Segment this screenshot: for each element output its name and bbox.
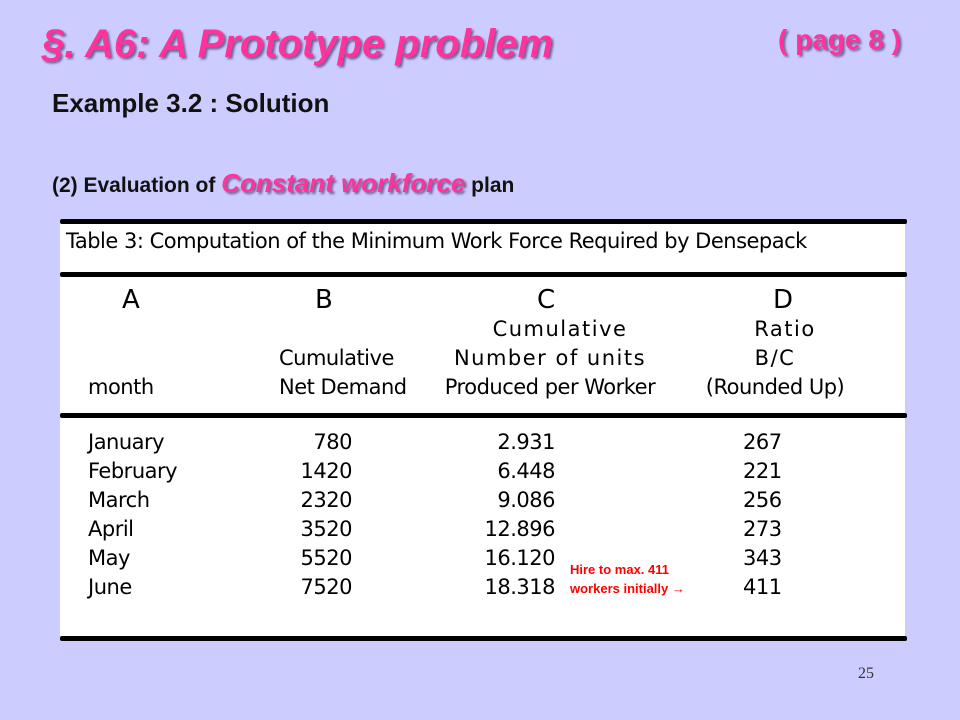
month-cell: May bbox=[88, 546, 130, 570]
slide-title: §. A6: A Prototype problem bbox=[42, 22, 554, 66]
month-cell: February bbox=[88, 459, 178, 483]
table-caption: Table 3: Computation of the Minimum Work Force Required by Densepack bbox=[66, 229, 807, 253]
evaluation-heading bbox=[52, 168, 514, 199]
column-letter-c: C bbox=[537, 285, 555, 315]
arrow-right-icon: → bbox=[671, 581, 685, 596]
units-cell: 6.448 bbox=[497, 459, 555, 483]
table-rule-caption bbox=[60, 272, 907, 277]
units-cell: 16.120 bbox=[484, 546, 555, 570]
demand-cell: 5520 bbox=[300, 546, 352, 570]
demand-cell: 2320 bbox=[300, 488, 352, 512]
header-b-line2: Net Demand bbox=[279, 375, 407, 399]
ratio-cell: 411 bbox=[743, 575, 782, 599]
column-letter-d: D bbox=[773, 285, 793, 315]
example-subtitle: Example 3.2 : Solution bbox=[52, 88, 330, 118]
demand-cell: 7520 bbox=[300, 575, 352, 599]
hire-annotation-line2 bbox=[570, 579, 685, 598]
demand-cell: 780 bbox=[313, 430, 352, 454]
month-cell: April bbox=[88, 517, 134, 541]
slide-number: 25 bbox=[858, 665, 874, 682]
month-cell: January bbox=[88, 430, 165, 454]
demand-cell: 1420 bbox=[300, 459, 352, 483]
hire-annotation-line1: Hire to max. 411 bbox=[570, 562, 669, 577]
column-letter-b: B bbox=[315, 285, 333, 315]
header-c-line3: Produced per Worker bbox=[444, 375, 656, 399]
ratio-cell: 267 bbox=[743, 430, 782, 454]
column-letter-a: A bbox=[122, 285, 140, 315]
units-cell: 9.086 bbox=[497, 488, 555, 512]
month-cell: March bbox=[88, 488, 150, 512]
ratio-cell: 343 bbox=[743, 546, 782, 570]
month-cell: June bbox=[88, 575, 132, 599]
header-month: month bbox=[88, 375, 154, 399]
header-b-line1: Cumulative bbox=[279, 346, 394, 370]
header-d-line3: (Rounded Up) bbox=[705, 375, 845, 399]
header-c-line2: Number of units bbox=[453, 346, 647, 370]
page-reference: ( page 8 ) bbox=[778, 24, 901, 55]
ratio-cell: 256 bbox=[743, 488, 782, 512]
table-rule-bottom bbox=[60, 636, 907, 641]
hire-annotation-text: workers initially bbox=[570, 581, 669, 596]
evaluation-prefix: (2) Evaluation of bbox=[52, 174, 222, 197]
header-d-line2: B/C bbox=[754, 346, 796, 370]
units-cell: 12.896 bbox=[484, 517, 555, 541]
units-cell: 18.318 bbox=[484, 575, 555, 599]
table-rule-header bbox=[60, 413, 907, 418]
demand-cell: 3520 bbox=[300, 517, 352, 541]
constant-workforce-highlight: Constant workforce bbox=[221, 168, 466, 198]
header-c-line1: Cumulative bbox=[492, 317, 628, 341]
units-cell: 2.931 bbox=[497, 430, 555, 454]
evaluation-suffix: plan bbox=[465, 174, 515, 197]
hire-annotation bbox=[570, 560, 685, 598]
table-rule-top bbox=[60, 219, 907, 224]
ratio-cell: 273 bbox=[743, 517, 782, 541]
ratio-cell: 221 bbox=[743, 459, 782, 483]
header-d-line1: Ratio bbox=[754, 317, 816, 341]
